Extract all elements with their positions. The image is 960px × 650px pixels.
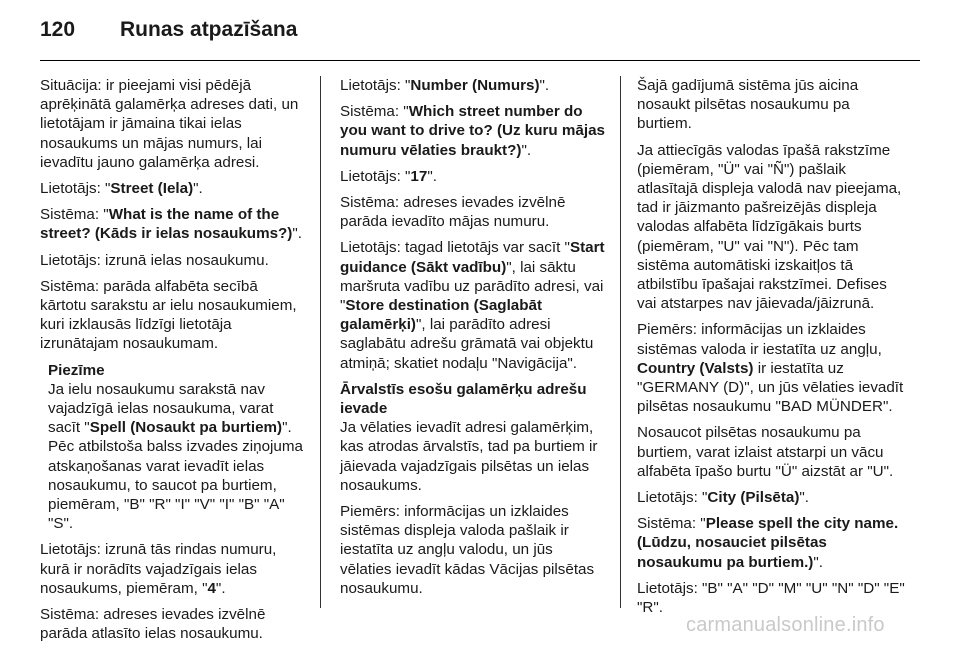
paragraph: Lietotājs: "Street (Iela)". [40,180,203,198]
paragraph: Sistēma: adreses ievades izvēlnē parāda atlasīto ielas nosaukumu. [40,606,266,643]
paragraph: Sistēma: "What is the name of the street? (Kāds ir ielas nosaukums?)". [40,206,302,243]
paragraph: Sistēma: "Which street number do you want to drive to? (Uz kuru mājas numuru vēlaties braukt?)". [340,103,605,159]
paragraph: Lietotājs: izrunā ielas nosaukumu. [40,251,269,269]
section-title: Ārvalstīs esošu galamērķu adrešu ievade [340,380,587,418]
column-2 [340,76,608,605]
note-box [40,361,308,534]
paragraph: Lietotājs: "Number (Numurs)". [340,77,550,94]
note-title: Piezīme [48,361,105,379]
column-1 [40,76,308,650]
paragraph: Lietotājs: tagad lietotājs var sacīt "Start guidance (Sākt vadību)", lai sāktu maršruta vadību uz parādīto adresi, vai "Store destination (Saglabāt galamērķi)", lai parādīto adresi saglabātu adrešu grāmatā vai objektu atmiņā; skatiet nodaļu "Navigācija". [340,239,605,372]
column-divider-2 [620,76,621,608]
page-header [40,18,297,48]
paragraph: Piemērs: informācijas un izklaides sistēmas displeja valoda pašlaik ir iestatīta uz angļu valodu, un jūs vēlaties ievadīt kādas Vācijas pilsētas nosaukumu. [340,503,595,597]
paragraph: Lietotājs: "City (Pilsēta)". [637,489,810,507]
page-number: 120 [40,18,76,41]
paragraph: Lietotājs: "17". [340,167,437,185]
paragraph: Sistēma: parāda alfabēta secībā kārtotu sarakstu ar ielu nosaukumiem, kuri izklausās līdzīgi lietotāja izrunātajam nosaukumam. [40,277,297,353]
header-rule [40,60,920,61]
page-title: Runas atpazīšana [120,18,298,41]
paragraph: Lietotājs: izrunā tās rindas numuru, kurā ir norādīts vajadzīgais ielas nosaukums, piemēram, "4". [40,541,277,597]
paragraph: Šajā gadījumā sistēma jūs aicina nosaukt pilsētas nosaukumu pa burtiem. [637,77,859,133]
paragraph: Sistēma: "Please spell the city name. (Lūdzu, nosauciet pilsētas nosaukumu pa burtiem.)". [637,515,899,571]
paragraph: Nosaucot pilsētas nosaukumu pa burtiem, varat izlaist atstarpi un vācu alfabēta īpašo burtu "Ü" aizstāt ar "U". [637,424,894,480]
column-3 [637,76,905,624]
paragraph: Lietotājs: "B" "A" "D" "M" "U" "N" "D" "E" "R". [637,579,905,617]
watermark: carmanualsonline.info [686,614,885,636]
paragraph: Piemērs: informācijas un izklaides sistēmas valoda ir iestatīta uz angļu, Country (Valsts) ir iestatīta uz "GERMANY (D)", un jūs vēlaties ievadīt pilsētas nosaukumu "BAD MÜNDER". [637,321,904,416]
paragraph: Ja attiecīgās valodas īpašā rakstzīme (piemēram, "Ü" vai "Ñ") pašlaik atlasītajā displeja valodā nav pieejama, tad ir jāizmanto pašreizējās displeja valodas alfabēta līdzīgākais burts (piemēram, "U" vai "N"). Pēc tam sistēma automātiski izskaitļos tā atbilstību īpašajai rakstzīmei. Defises vai atstarpes nav jāievada/jāizrunā. [637,141,902,313]
note-text: Ja ielu nosaukumu sarakstā nav vajadzīgā ielas nosaukuma, varat sacīt "Spell (Nosaukt pa burtiem)". Pēc atbilstoša balss izvades ziņojuma atskaņošanas varat ievadīt ielas nosaukumu, to saucot pa burtiem, piemēram, "B" "R" "I" "V" "I" "B" "A" "S". [48,380,303,533]
paragraph: Situācija: ir pieejami visi pēdējā aprēķinātā galamērķa adreses dati, un lietotājam ir jāmaina tikai ielas nosaukums un mājas numurs, lai ievadītu jauno galamērķa adresi. [40,77,299,171]
column-divider-1 [320,76,321,608]
paragraph: Sistēma: adreses ievades izvēlnē parāda ievadīto mājas numuru. [340,194,566,231]
paragraph: Ja vēlaties ievadīt adresi galamērķim, kas atrodas ārvalstīs, tad pa burtiem ir jāievada vajadzīgais pilsētas un ielas nosaukums. [340,419,598,494]
